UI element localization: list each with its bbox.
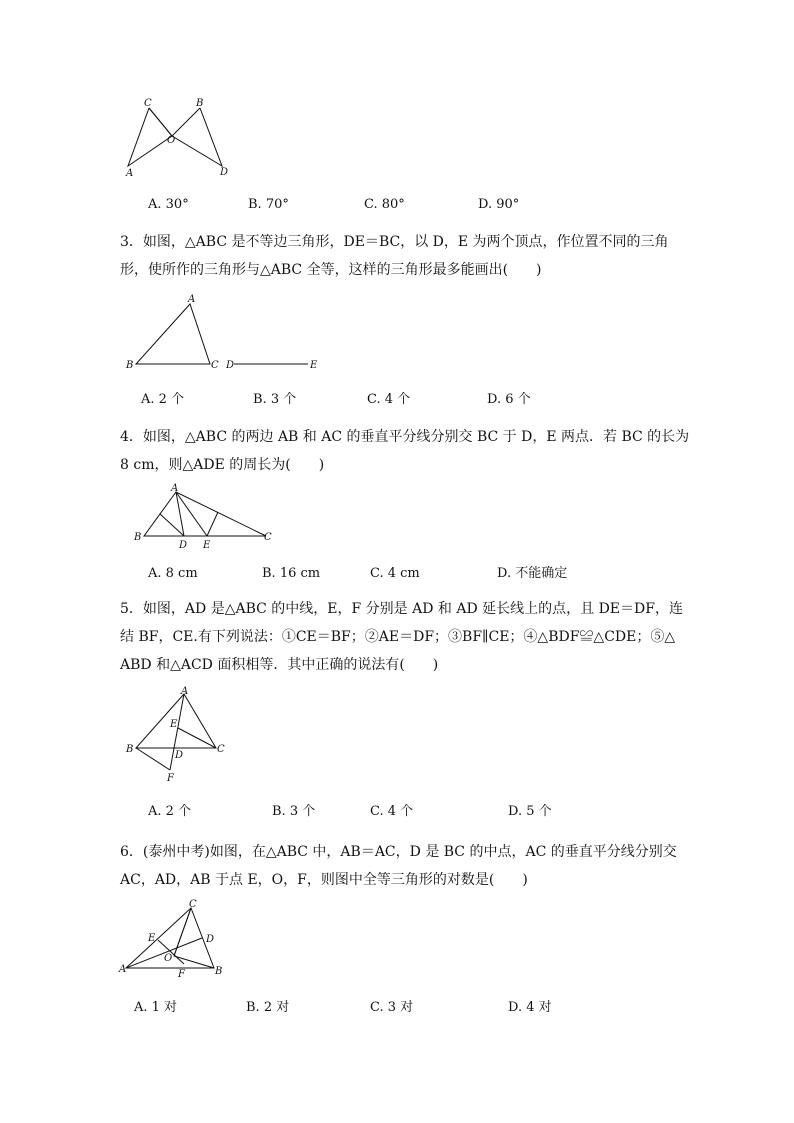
q4-label-d: D xyxy=(179,540,188,551)
q5-text-line2: 结 BF，CE.有下列说法：①CE＝BF；②AE＝DF；③BF∥CE；④△BDF≌△CDE；⑤△ xyxy=(120,629,676,645)
q3-label-c: C xyxy=(211,360,219,371)
q6-option-a: A. 1 对 xyxy=(134,1000,178,1015)
q2-label-d: D xyxy=(220,167,229,178)
q5-segment-bf xyxy=(136,748,170,770)
q5-option-b: B. 3 个 xyxy=(272,804,316,819)
q2-label-c: C xyxy=(144,98,152,109)
q6-label-a: A xyxy=(119,964,127,975)
q6-segment-ob xyxy=(174,956,214,968)
q5-figure xyxy=(120,684,230,784)
q2-figure xyxy=(120,92,240,182)
q2-triangle-left xyxy=(128,108,172,166)
q6-label-o: O xyxy=(164,953,173,964)
q4-perp-bisector-ac xyxy=(207,512,218,536)
q5-label-a: A xyxy=(181,686,189,697)
q4-option-b: B. 16 cm xyxy=(262,566,321,581)
q2-label-o: O xyxy=(167,135,176,146)
q3-option-b: B. 3 个 xyxy=(253,392,297,407)
q6-option-c: C. 3 对 xyxy=(370,1000,414,1015)
q4-figure xyxy=(120,482,280,552)
q2-option-d: D. 90° xyxy=(478,197,520,212)
q4-label-a: A xyxy=(171,483,179,494)
q2-label-a: A xyxy=(126,168,134,179)
q3-figure xyxy=(120,290,330,374)
q5-text-line3: ABD 和△ACD 面积相等．其中正确的说法有( ) xyxy=(120,657,439,673)
q5-text-line1: 5．如图，AD 是△ABC 的中线，E，F 分别是 AD 和 AD 延长线上的点，且 DE＝DF，连 xyxy=(120,601,683,617)
q3-text-line2: 形，使所作的三角形与△ABC 全等，这样的三角形最多能画出( ) xyxy=(120,262,542,278)
q5-option-a: A. 2 个 xyxy=(148,804,192,819)
q6-figure xyxy=(112,898,242,986)
q2-option-b: B. 70° xyxy=(248,197,289,212)
q5-option-c: C. 4 个 xyxy=(370,804,414,819)
q5-label-d: D xyxy=(175,750,184,761)
q6-option-b: B. 2 对 xyxy=(246,1000,290,1015)
q6-label-c: C xyxy=(189,899,197,910)
q6-text-line2: AC，AD，AB 于点 E，O，F，则图中全等三角形的对数是( ) xyxy=(120,872,528,888)
q3-label-b: B xyxy=(126,360,134,371)
q4-segment-ae xyxy=(176,492,207,536)
q2-option-c: C. 80° xyxy=(364,197,405,212)
q3-label-a: A xyxy=(188,294,196,305)
q6-label-b: B xyxy=(215,966,223,977)
q2-label-b: B xyxy=(196,98,204,109)
q3-text-line1: 3．如图，△ABC 是不等边三角形，DE＝BC，以 D，E 为两个顶点，作位置不同的三角 xyxy=(120,234,669,250)
q4-label-b: B xyxy=(134,532,142,543)
q4-option-c: C. 4 cm xyxy=(370,566,420,581)
q5-label-f: F xyxy=(167,773,174,784)
q6-label-d: D xyxy=(206,934,215,945)
q4-text-line1: 4．如图，△ABC 的两边 AB 和 AC 的垂直平分线分别交 BC 于 D，E 两点．若 BC 的长为 xyxy=(120,429,690,445)
q5-label-b: B xyxy=(126,744,134,755)
q3-option-a: A. 2 个 xyxy=(141,392,185,407)
q4-option-d: D. 不能确定 xyxy=(497,566,568,581)
q5-label-c: C xyxy=(217,744,225,755)
q5-option-d: D. 5 个 xyxy=(508,804,552,819)
q2-option-a: A. 30° xyxy=(148,197,189,212)
q3-option-c: C. 4 个 xyxy=(367,392,411,407)
q4-text-line2: 8 cm，则△ADE 的周长为( ) xyxy=(120,457,325,473)
q6-label-f: F xyxy=(178,969,185,980)
q4-label-c: C xyxy=(264,532,272,543)
q5-label-e: E xyxy=(170,719,178,730)
q3-triangle-abc xyxy=(136,304,210,364)
q2-triangle-right xyxy=(172,108,222,166)
q3-label-d: D xyxy=(226,360,235,371)
q4-option-a: A. 8 cm xyxy=(148,566,198,581)
q6-label-e: E xyxy=(148,933,156,944)
q6-text-line1: 6．(泰州中考)如图，在△ABC 中，AB＝AC，D 是 BC 的中点，AC 的垂直平分线分别交 xyxy=(120,844,677,860)
q4-label-e: E xyxy=(203,540,211,551)
q6-option-d: D. 4 对 xyxy=(508,1000,552,1015)
q4-triangle-abc xyxy=(144,492,266,536)
q3-option-d: D. 6 个 xyxy=(487,392,531,407)
q3-label-e: E xyxy=(310,360,318,371)
